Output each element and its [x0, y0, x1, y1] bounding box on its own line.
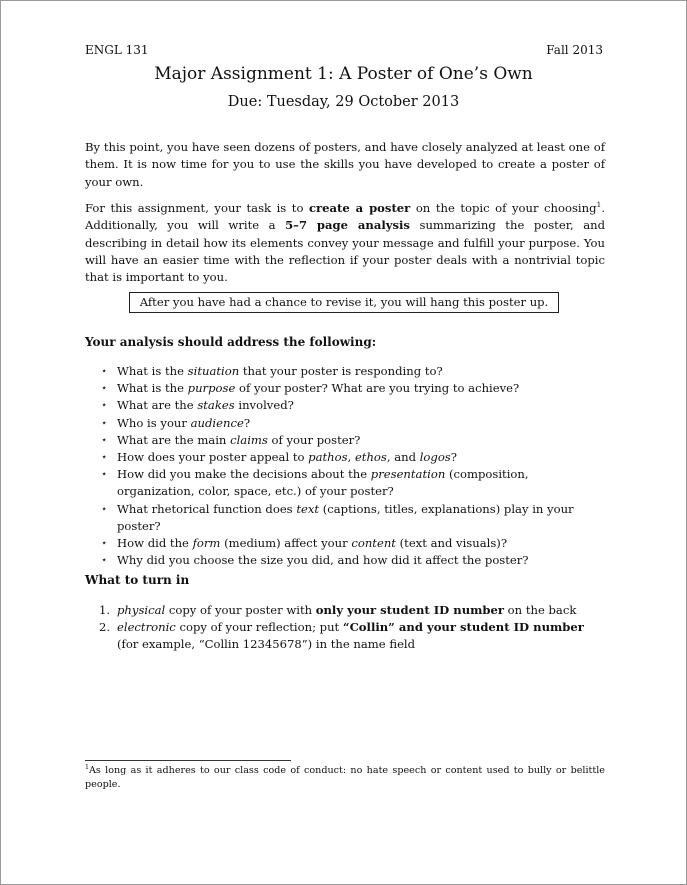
italic-term: physical: [117, 603, 166, 617]
text-run: ?: [243, 415, 251, 430]
turn-in-list: [97, 602, 607, 654]
bold-term: only your student ID number: [315, 603, 504, 617]
text-run: that your poster is responding to?: [239, 364, 443, 378]
term-label: Fall 2013: [546, 43, 603, 57]
emphasis-create-poster: create a poster: [308, 201, 411, 215]
italic-term: situation: [187, 364, 240, 378]
item-number: 1.: [99, 603, 111, 617]
list-item: [101, 415, 606, 432]
list-item: [97, 619, 607, 653]
list-item: [101, 535, 606, 552]
text-run: What are the main: [117, 432, 231, 447]
text-run: copy of your reflection; put: [175, 620, 343, 635]
italic-term: stakes: [197, 398, 235, 413]
star-bullet-icon: ⋆: [101, 383, 108, 395]
text-run: Who is your: [117, 415, 191, 430]
text-run: What is the: [117, 381, 188, 396]
page-title: Major Assignment 1: A Poster of One’s Own: [154, 64, 533, 84]
text-run: on the topic of your choosing: [410, 201, 597, 215]
star-bullet-icon: ⋆: [101, 538, 108, 550]
italic-term: purpose: [187, 381, 236, 396]
list-item: [101, 380, 606, 397]
list-item: [101, 397, 606, 414]
star-bullet-icon: ⋆: [101, 555, 108, 567]
footnote-reference: 1: [596, 200, 602, 210]
text-run: of your poster? What are you trying to achieve?: [235, 381, 520, 396]
text-run: of your poster?: [267, 432, 361, 447]
text-run: ,: [347, 450, 355, 465]
intro-paragraph-1: By this point, you have seen dozens of posters, and have closely analyzed at least one of them. It is now time for you to use the skills you have developed to create a poster of your own.: [85, 140, 605, 189]
text-run: . Additionally, you will write a: [85, 201, 605, 233]
text-run: (medium) affect your: [220, 536, 352, 551]
list-item: [97, 602, 607, 619]
star-bullet-icon: ⋆: [101, 366, 108, 377]
italic-term: form: [192, 536, 221, 551]
list-item: [101, 432, 606, 449]
star-bullet-icon: ⋆: [101, 452, 108, 464]
text-run: How did you make the decisions about the: [117, 467, 371, 482]
text-run: (text and visuals)?: [395, 536, 508, 551]
footnote-text: As long as it adheres to our class code of conduct: no hate speech or content used to bully or belittle people.: [85, 765, 605, 790]
analysis-heading: Your analysis should address the following:: [85, 335, 377, 349]
text-run: ?: [450, 450, 457, 465]
text-run: copy of your poster with: [165, 603, 316, 617]
turn-in-heading: What to turn in: [85, 573, 190, 587]
text-run: For this assignment, your task is to: [85, 201, 309, 215]
text-run: How did the: [117, 536, 193, 551]
footnote-mark: 1: [85, 763, 89, 771]
text-run: , and: [386, 450, 420, 465]
list-item: [101, 466, 606, 500]
text-run: (for example, “Collin 12345678”) in the name field: [117, 637, 416, 652]
text-run: What are the: [117, 398, 198, 413]
italic-term: content: [351, 536, 396, 551]
italic-term: audience: [190, 415, 244, 430]
star-bullet-icon: ⋆: [101, 469, 108, 481]
intro-paragraph-2: [85, 200, 605, 286]
list-item: [101, 552, 606, 569]
footnote-divider: [85, 760, 291, 761]
analysis-question-list: [101, 363, 606, 569]
emphasis-page-analysis: 5–7 page analysis: [285, 218, 410, 233]
text-run: summarizing the poster, and describing in detail how its elements convey your message and fulfill your purpose. You will have an easier time with the reflection if your poster deals with a nontrivial topic that is important to you.: [85, 218, 605, 285]
text-run: What is the: [117, 364, 188, 378]
text-run: involved?: [234, 398, 294, 413]
text-run: on the back: [504, 603, 577, 617]
text-run: How does your poster appeal to: [117, 450, 309, 465]
italic-term: pathos: [308, 450, 348, 465]
text-run: (captions, titles, explanations) play in your poster?: [117, 501, 574, 533]
boxed-note: After you have had a chance to revise it, you will hang this poster up.: [129, 292, 559, 313]
star-bullet-icon: ⋆: [101, 434, 108, 446]
list-item: [101, 363, 606, 380]
course-code: ENGL 131: [85, 43, 149, 57]
italic-term: text: [296, 501, 320, 516]
star-bullet-icon: ⋆: [101, 503, 108, 515]
list-item: [101, 449, 606, 466]
star-bullet-icon: ⋆: [101, 400, 108, 412]
bold-term: “Collin” and your student ID number: [342, 620, 584, 635]
star-bullet-icon: ⋆: [101, 417, 108, 429]
item-number: 2.: [99, 620, 111, 635]
list-item: [101, 501, 606, 535]
text-run: Why did you choose the size you did, and how did it affect the poster?: [117, 553, 529, 568]
italic-term: electronic: [117, 620, 176, 635]
italic-term: claims: [230, 432, 268, 447]
text-run: What rhetorical function does: [117, 501, 297, 516]
due-date: Due: Tuesday, 29 October 2013: [227, 94, 460, 110]
italic-term: ethos: [354, 450, 387, 465]
text-run: (composition, organization, color, space, etc.) of your poster?: [117, 467, 529, 499]
italic-term: logos: [419, 450, 451, 465]
italic-term: presentation: [370, 467, 446, 482]
footnote: [85, 764, 605, 792]
